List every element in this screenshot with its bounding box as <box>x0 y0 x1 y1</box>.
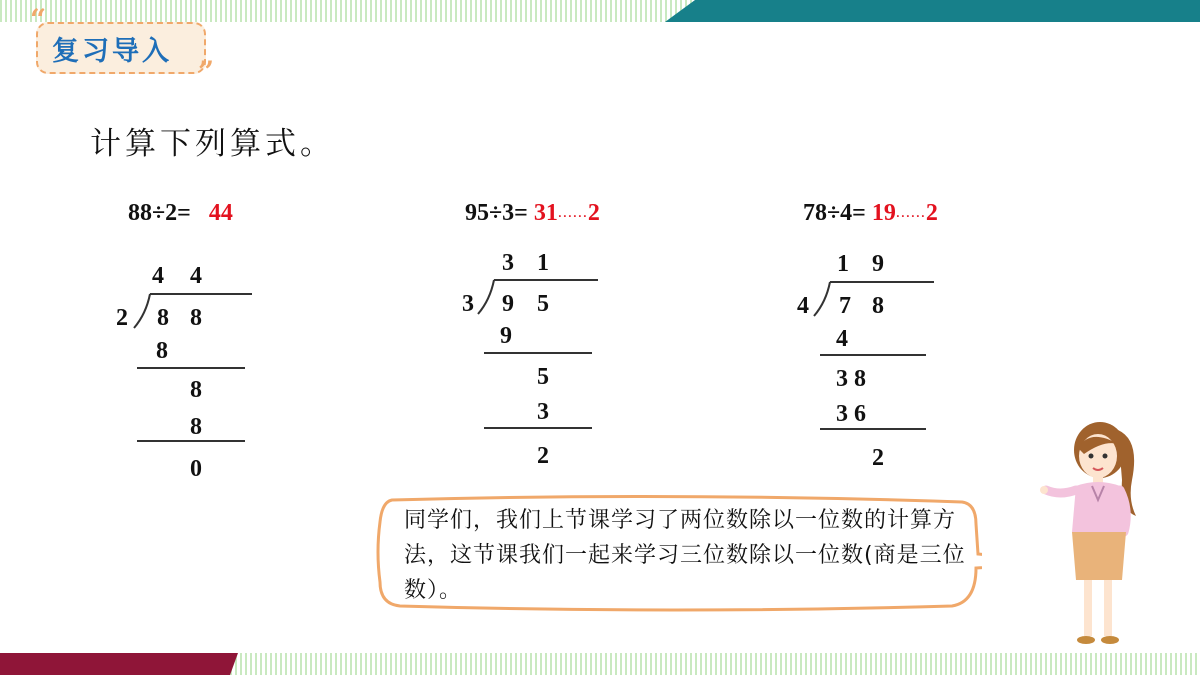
quotient-digit: 4 <box>152 263 164 289</box>
expression-text: 78÷4= <box>803 200 866 226</box>
section-title-box <box>36 22 206 74</box>
divisor: 4 <box>797 293 809 319</box>
step-line <box>137 440 245 442</box>
step-value: 3 <box>537 399 549 425</box>
close-quote-icon: ” <box>198 55 215 88</box>
dividend-digit: 8 <box>157 305 169 331</box>
expression-text: 88÷2= <box>128 200 191 226</box>
speech-text: 同学们，我们上节课学习了两位数除以一位数的计算方法，这节课我们一起来学习三位数除以一位数(商是三位数）。 <box>404 508 966 603</box>
teacher-illustration <box>1040 420 1170 650</box>
prompt-text: 计算下列算式。 <box>90 126 335 162</box>
step-value: 2 <box>872 445 884 471</box>
step-value: 3 6 <box>836 401 866 427</box>
quotient-digit: 9 <box>872 251 884 277</box>
dividend-digit: 8 <box>190 305 202 331</box>
problem-3-expression <box>803 200 938 227</box>
top-stripe-decoration <box>0 0 700 22</box>
remainder: 2 <box>587 200 600 226</box>
dividend-digit: 8 <box>872 293 884 319</box>
step-value: 8 <box>190 414 202 440</box>
answer: 19 <box>871 200 896 226</box>
divisor: 3 <box>462 291 474 317</box>
remainder-dots: ······ <box>895 209 926 223</box>
step-line <box>484 352 592 354</box>
section-title: 复习导入 <box>52 35 172 67</box>
step-value: 4 <box>836 326 848 352</box>
remainder: 2 <box>925 200 938 226</box>
step-line <box>484 427 592 429</box>
bottom-maroon-band <box>0 653 238 675</box>
open-quote-icon: “ <box>30 3 47 36</box>
answer: 31 <box>533 200 558 226</box>
quotient-digit: 1 <box>837 251 849 277</box>
quotient-digit: 1 <box>537 250 549 276</box>
answer: 44 <box>208 200 233 226</box>
step-value: 8 <box>190 377 202 403</box>
step-value: 5 <box>537 364 549 390</box>
expression-text: 95÷3= <box>465 200 528 226</box>
step-line <box>137 367 245 369</box>
step-value: 9 <box>500 323 512 349</box>
problem-1-expression <box>128 200 233 227</box>
remainder-dots: ······ <box>557 209 588 223</box>
step-value: 2 <box>537 443 549 469</box>
quotient-digit: 4 <box>190 263 202 289</box>
step-value: 8 <box>156 338 168 364</box>
step-value: 0 <box>190 456 202 482</box>
divisor: 2 <box>116 305 128 331</box>
problem-2-expression <box>465 200 600 227</box>
top-teal-band <box>665 0 1200 22</box>
step-line <box>820 428 926 430</box>
quotient-digit: 3 <box>502 250 514 276</box>
dividend-digit: 9 <box>502 291 514 317</box>
step-line <box>820 354 926 356</box>
dividend-digit: 5 <box>537 291 549 317</box>
dividend-digit: 7 <box>839 293 851 319</box>
step-value: 3 8 <box>836 366 866 392</box>
